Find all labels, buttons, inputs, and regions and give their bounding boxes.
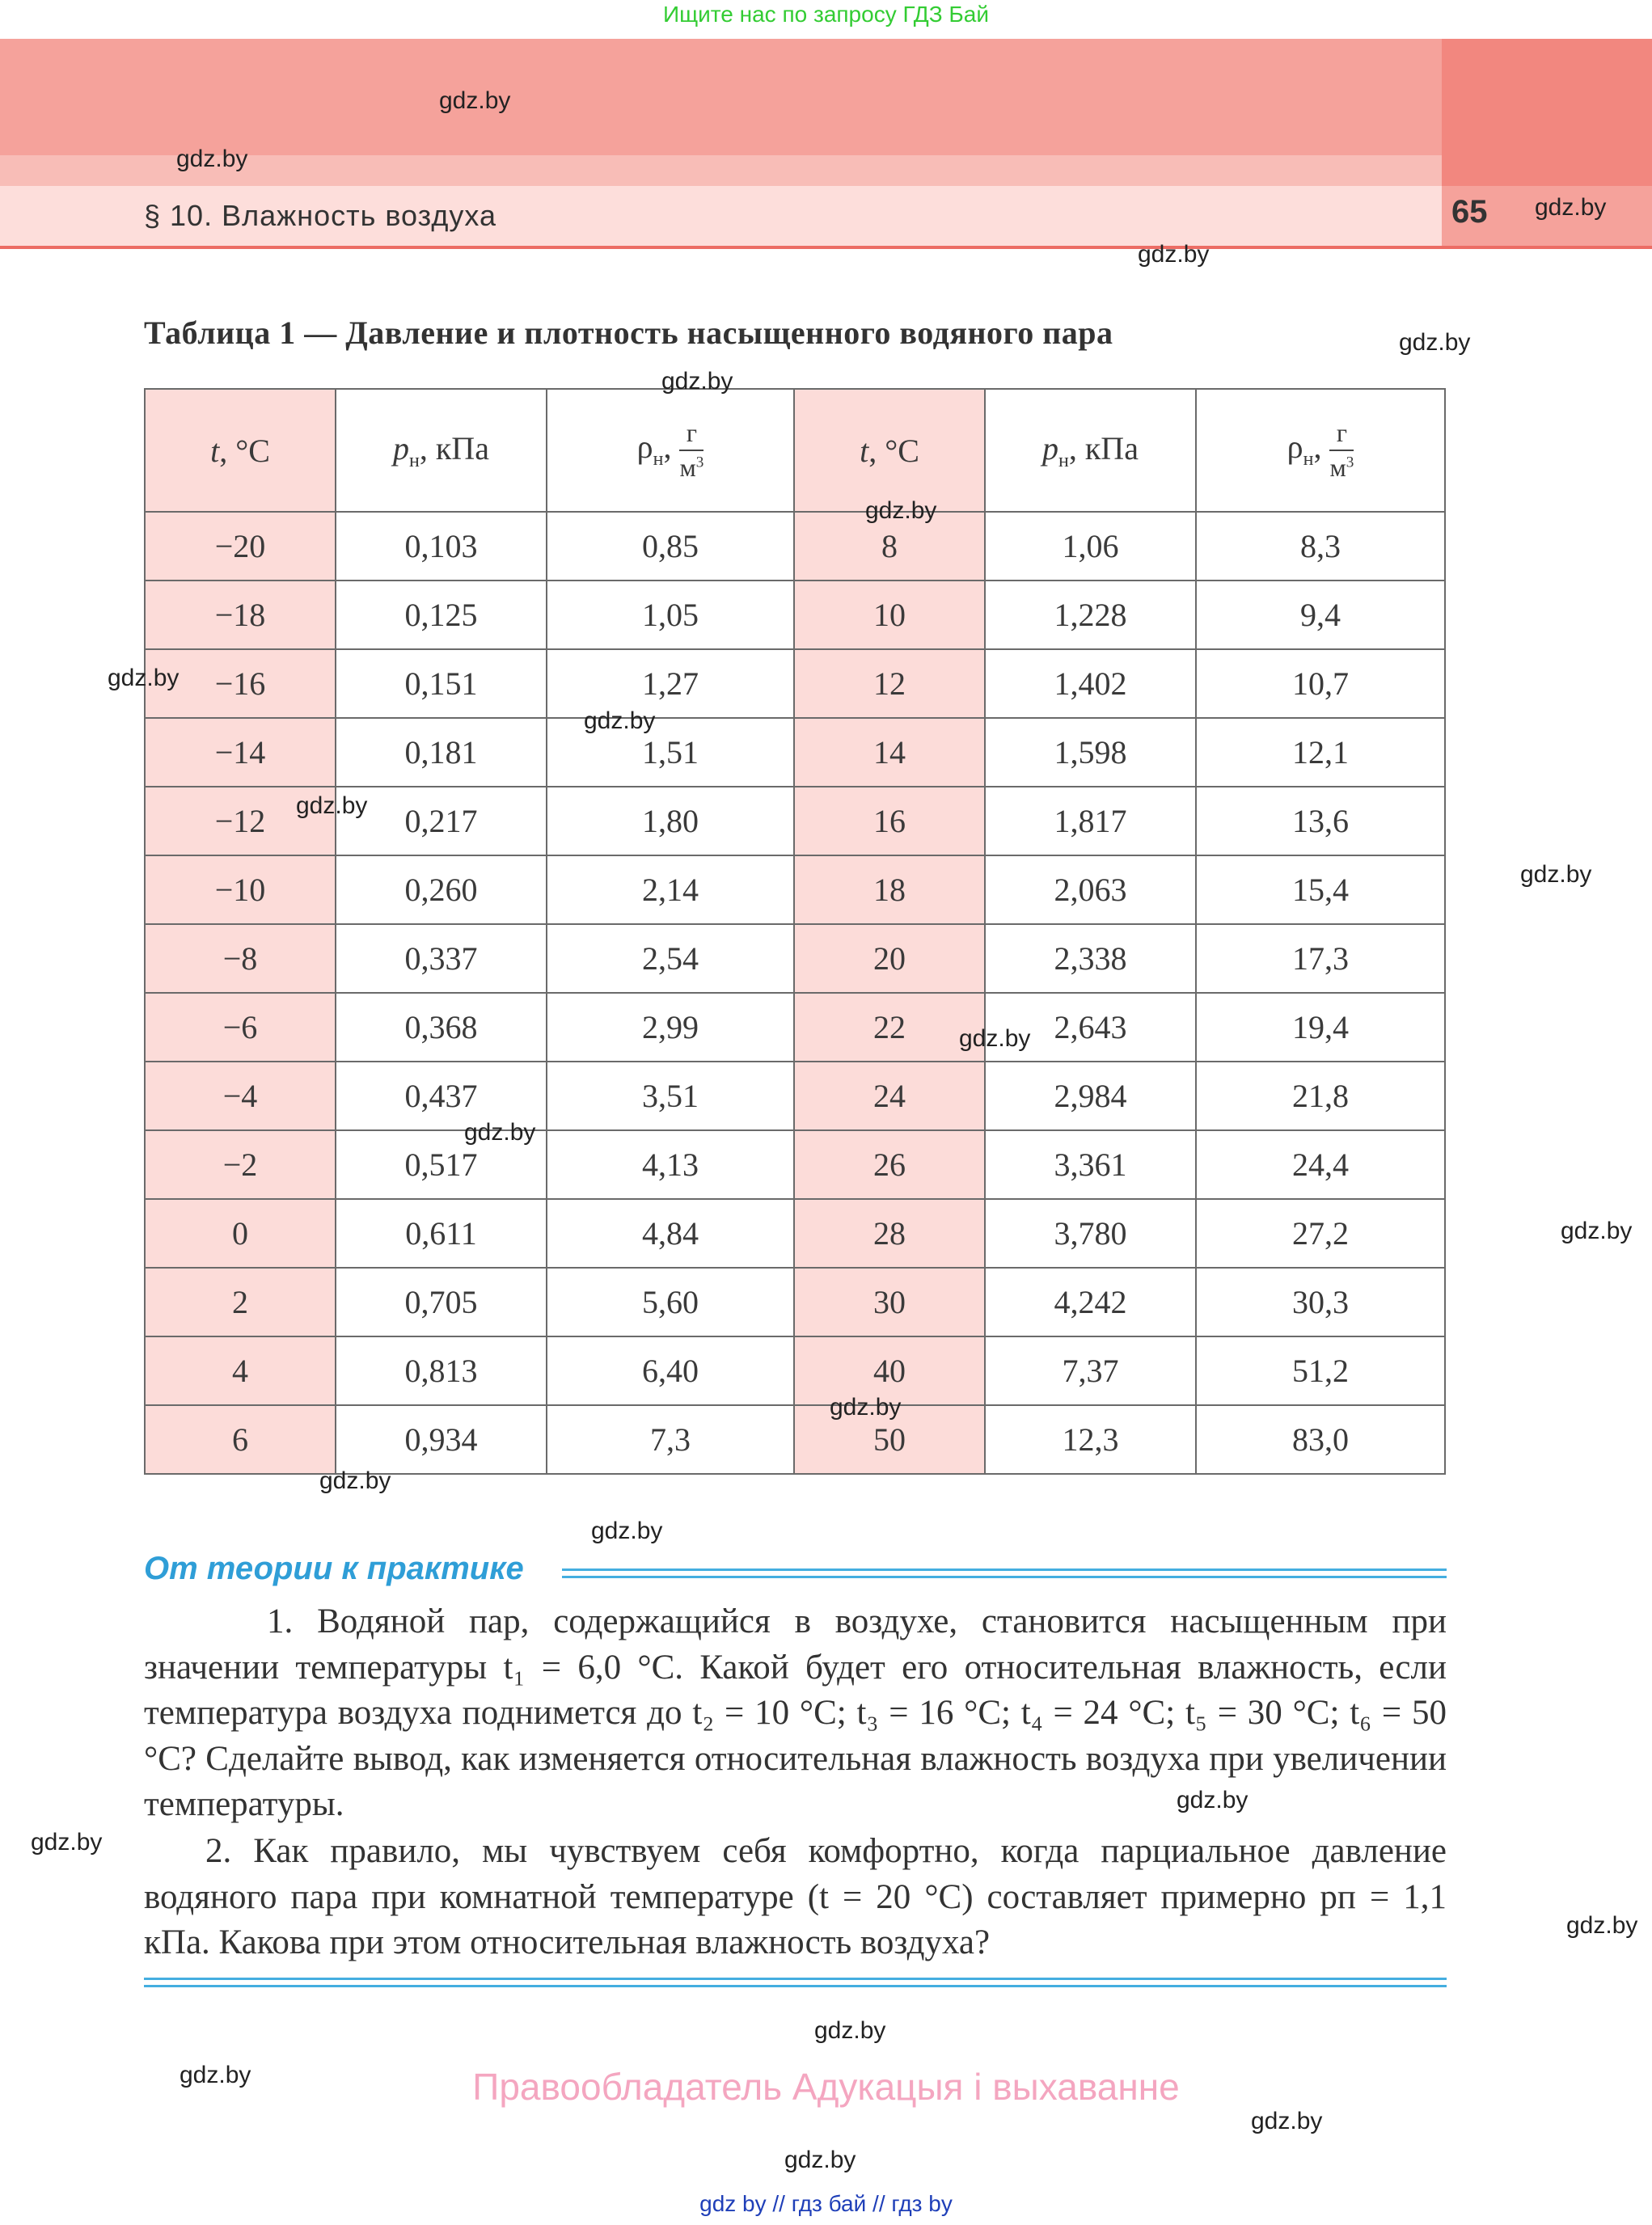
table-cell-density: 4,13 (547, 1130, 794, 1199)
table-cell-temperature: 24 (794, 1062, 985, 1130)
table-cell-temperature: 16 (794, 787, 985, 855)
table-cell-pressure: 1,598 (985, 718, 1196, 787)
table-cell-pressure: 2,643 (985, 993, 1196, 1062)
watermark: gdz.by (180, 2062, 251, 2088)
table-cell-pressure: 0,517 (336, 1130, 547, 1199)
watermark: gdz.by (1520, 861, 1592, 888)
table-cell-pressure: 0,260 (336, 855, 547, 924)
top-notice[interactable]: Ищите нас по запросу ГДЗ Бай (662, 2, 990, 27)
watermark: gdz.by (661, 368, 733, 395)
table-cell-pressure: 0,813 (336, 1336, 547, 1405)
table-cell-density: 3,51 (547, 1062, 794, 1130)
table-cell-pressure: 1,817 (985, 787, 1196, 855)
table-cell-density: 2,14 (547, 855, 794, 924)
table-row (145, 581, 1445, 649)
table-cell-pressure: 0,368 (336, 993, 547, 1062)
practice-rule-top (562, 1568, 1447, 1578)
table-cell-pressure: 0,337 (336, 924, 547, 993)
table-cell-pressure: 0,705 (336, 1268, 547, 1336)
table-row (145, 993, 1445, 1062)
table-cell-temperature: −16 (145, 649, 336, 718)
table-cell-density: 24,4 (1196, 1130, 1445, 1199)
table-cell-density: 15,4 (1196, 855, 1445, 924)
table-cell-temperature: 18 (794, 855, 985, 924)
table-row (145, 1405, 1445, 1474)
table-cell-temperature: −6 (145, 993, 336, 1062)
page-number: 65 (1451, 194, 1488, 230)
table-cell-temperature: 20 (794, 924, 985, 993)
table-cell-temperature: 28 (794, 1199, 985, 1268)
table-cell-density: 2,54 (547, 924, 794, 993)
watermark: gdz.by (814, 2017, 886, 2044)
task-2-number: 2. (205, 1832, 232, 1870)
table-cell-density: 8,3 (1196, 512, 1445, 581)
task-1-text: Водяной пар, содержащийся в воздухе, становится насыщенным при значении температуры t₁ = 6,0 °С. Какой будет его относительная влажность, если температура воздуха поднимется до t₂ = 10 °С; t₃ = 16 °С; t₄ = 24 °С; t₅ = 30 °С; t₆ = 50 °С? Сделайте вывод, как изменяется относительная влажность воздуха при увеличении температуры. (144, 1602, 1447, 1823)
table-row (145, 924, 1445, 993)
table-cell-density: 4,84 (547, 1199, 794, 1268)
table-cell-pressure: 0,437 (336, 1062, 547, 1130)
table-cell-density: 19,4 (1196, 993, 1445, 1062)
table-row (145, 718, 1445, 787)
table-row (145, 649, 1445, 718)
table-cell-density: 1,27 (547, 649, 794, 718)
table-cell-temperature: 30 (794, 1268, 985, 1336)
table-cell-density: 6,40 (547, 1336, 794, 1405)
table-cell-density: 83,0 (1196, 1405, 1445, 1474)
table-cell-density: 5,60 (547, 1268, 794, 1336)
table-row (145, 1199, 1445, 1268)
table-cell-temperature: −10 (145, 855, 336, 924)
table-cell-temperature: 6 (145, 1405, 336, 1474)
table-cell-density: 10,7 (1196, 649, 1445, 718)
table-cell-density: 7,3 (547, 1405, 794, 1474)
table-cell-temperature: 50 (794, 1405, 985, 1474)
header-temperature-2: t, °C (794, 389, 985, 512)
table-cell-temperature: 22 (794, 993, 985, 1062)
practice-title: От теории к практике (144, 1551, 524, 1586)
header-temperature: t, °C (145, 389, 336, 512)
header-density: $\rho_н$, $\frac{г}{м^3}$ (547, 389, 794, 512)
watermark: gdz.by (1561, 1218, 1633, 1244)
watermark: gdz.by (31, 1829, 103, 1856)
table-cell-density: 17,3 (1196, 924, 1445, 993)
task-2 (144, 1829, 1447, 1966)
table-cell-density: 0,85 (547, 512, 794, 581)
table-cell-temperature: −2 (145, 1130, 336, 1199)
table-caption: Таблица 1 — Давление и плотность насыщенного водяного пара (144, 315, 1113, 351)
header-pressure: $p_н$, кПа (336, 389, 547, 512)
table-cell-density: 1,51 (547, 718, 794, 787)
watermark: gdz.by (319, 1467, 391, 1494)
table-cell-pressure: 0,125 (336, 581, 547, 649)
watermark: gdz.by (1177, 1787, 1249, 1813)
table-cell-pressure: 1,402 (985, 649, 1196, 718)
watermark: gdz.by (176, 146, 248, 172)
watermark: gdz.by (1138, 241, 1210, 268)
table-cell-pressure: 2,063 (985, 855, 1196, 924)
table-cell-pressure: 0,103 (336, 512, 547, 581)
table-cell-temperature: 40 (794, 1336, 985, 1405)
table-cell-pressure: 0,217 (336, 787, 547, 855)
watermark: gdz.by (1251, 2108, 1323, 2134)
table-cell-temperature: 2 (145, 1268, 336, 1336)
table-cell-temperature: 4 (145, 1336, 336, 1405)
table-cell-temperature: 10 (794, 581, 985, 649)
table-cell-density: 2,99 (547, 993, 794, 1062)
table-cell-pressure: 2,338 (985, 924, 1196, 993)
table-cell-pressure: 4,242 (985, 1268, 1196, 1336)
table-cell-pressure: 3,780 (985, 1199, 1196, 1268)
table-cell-temperature: −12 (145, 787, 336, 855)
table-cell-density: 12,1 (1196, 718, 1445, 787)
table-header-row (145, 389, 1445, 512)
table-cell-density: 27,2 (1196, 1199, 1445, 1268)
watermark: gdz.by (865, 497, 937, 524)
table-cell-temperature: −8 (145, 924, 336, 993)
watermark: gdz.by (108, 665, 180, 691)
table-cell-pressure: 0,181 (336, 718, 547, 787)
footer-links[interactable]: gdz by // гдз бай // гдз by (699, 2191, 953, 2216)
watermark: gdz.by (1535, 194, 1607, 221)
watermark: gdz.by (959, 1025, 1031, 1052)
watermark: gdz.by (1566, 1912, 1638, 1939)
table-cell-density: 51,2 (1196, 1336, 1445, 1405)
task-1-number: 1. (267, 1602, 294, 1640)
watermark: gdz.by (439, 87, 511, 114)
header-pressure-2: $p_н$, кПа (985, 389, 1196, 512)
table-cell-pressure: 0,611 (336, 1199, 547, 1268)
table-cell-pressure: 1,228 (985, 581, 1196, 649)
section-title: § 10. Влажность воздуха (144, 199, 497, 232)
vapor-pressure-table (144, 388, 1446, 1475)
table-cell-density: 1,05 (547, 581, 794, 649)
header-density-2: $\rho_н$, $\frac{г}{м^3}$ (1196, 389, 1445, 512)
table-cell-temperature: 12 (794, 649, 985, 718)
task-1 (144, 1599, 1447, 1828)
table-cell-temperature: −4 (145, 1062, 336, 1130)
table-row (145, 1336, 1445, 1405)
table-cell-temperature: 14 (794, 718, 985, 787)
table-row (145, 855, 1445, 924)
copyright-notice: Правообладатель Адукацыя і выхаванне (472, 2066, 1180, 2108)
table-cell-density: 13,6 (1196, 787, 1445, 855)
table-cell-temperature: 0 (145, 1199, 336, 1268)
table-cell-pressure: 2,984 (985, 1062, 1196, 1130)
table-row (145, 1062, 1445, 1130)
table-cell-pressure: 0,151 (336, 649, 547, 718)
table-cell-temperature: −18 (145, 581, 336, 649)
practice-rule-bottom (144, 1978, 1447, 1987)
watermark: gdz.by (584, 707, 656, 734)
table-cell-pressure: 7,37 (985, 1336, 1196, 1405)
watermark: gdz.by (1399, 329, 1471, 356)
table-cell-density: 30,3 (1196, 1268, 1445, 1336)
watermark: gdz.by (830, 1394, 902, 1421)
header-band (0, 39, 1442, 155)
table-cell-pressure: 1,06 (985, 512, 1196, 581)
table-row (145, 1130, 1445, 1199)
watermark: gdz.by (784, 2147, 856, 2173)
watermark: gdz.by (296, 792, 368, 819)
header-rule (0, 246, 1652, 249)
watermark: gdz.by (591, 1518, 663, 1544)
watermark: gdz.by (464, 1119, 536, 1146)
table-cell-temperature: −20 (145, 512, 336, 581)
table-cell-pressure: 3,361 (985, 1130, 1196, 1199)
table-cell-density: 21,8 (1196, 1062, 1445, 1130)
table-cell-density: 1,80 (547, 787, 794, 855)
table-row (145, 1268, 1445, 1336)
table-cell-pressure: 12,3 (985, 1405, 1196, 1474)
table-cell-density: 9,4 (1196, 581, 1445, 649)
table-row (145, 512, 1445, 581)
table-cell-pressure: 0,934 (336, 1405, 547, 1474)
table-cell-temperature: −14 (145, 718, 336, 787)
table-cell-temperature: 8 (794, 512, 985, 581)
task-2-text: Как правило, мы чувствуем себя комфортно, когда парциальное давление водяного пара при комнатной температуре (t = 20 °С) составляет примерно pп = 1,1 кПа. Какова при этом относительная влажность воздуха? (144, 1832, 1447, 1961)
table-cell-temperature: 26 (794, 1130, 985, 1199)
